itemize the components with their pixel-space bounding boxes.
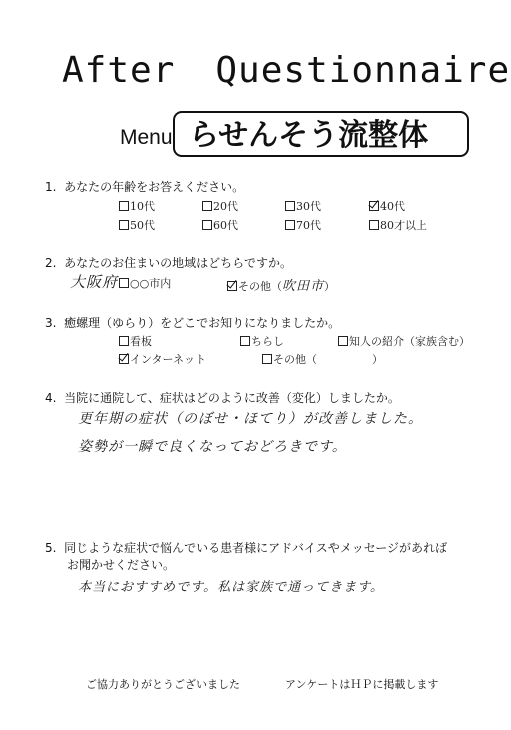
q3-option-internet[interactable]: インターネット [119, 351, 206, 367]
footer-notice: アンケートはＨＰに掲載します [285, 678, 439, 691]
question-5-text-line-2: お聞かせください。 [67, 558, 176, 572]
checkbox[interactable] [202, 201, 212, 211]
q2-other-answer: 吹田市 [282, 279, 325, 294]
question-1 [45, 178, 244, 195]
question-2 [45, 254, 292, 271]
checkbox[interactable] [285, 220, 295, 230]
q3-option-referral[interactable]: 知人の紹介（家族含む） [338, 333, 470, 349]
q1-option-80plus[interactable]: 80才以上 [369, 217, 427, 233]
question-1-number: 1. [45, 180, 57, 194]
question-3-text: 癒螺理（ゆらり）をどこでお知りになりましたか。 [64, 316, 341, 330]
checkbox[interactable] [285, 201, 295, 211]
question-4-number: 4. [45, 391, 57, 405]
checkbox[interactable] [119, 201, 129, 211]
checkbox[interactable] [119, 278, 129, 288]
q1-option-40s[interactable]: 40代 [369, 198, 405, 214]
question-1-text: あなたの年齢をお答えください。 [64, 180, 245, 194]
question-2-number: 2. [45, 256, 57, 270]
checkbox[interactable] [202, 220, 212, 230]
checkbox[interactable] [338, 336, 348, 346]
checkbox-checked[interactable] [369, 201, 379, 211]
checkbox[interactable] [369, 220, 379, 230]
q5-answer: 本当におすすめです。私は家族で通ってきます。 [78, 580, 385, 595]
page-title [62, 50, 510, 91]
q1-option-10s[interactable]: 10代 [119, 198, 155, 214]
q3-option-flyer[interactable]: ちらし [240, 333, 284, 349]
q2-option-city[interactable]: ○○市内 [119, 275, 171, 291]
checkbox-checked[interactable] [227, 281, 237, 291]
title-word-after: After [62, 50, 176, 91]
question-5-number: 5. [45, 541, 57, 555]
q2-option-other[interactable]: その他（吹田市） [227, 275, 335, 294]
q1-option-50s[interactable]: 50代 [119, 217, 155, 233]
question-4-text: 当院に通院して、症状はどのように改善（変化）しましたか。 [64, 391, 400, 405]
q1-option-60s[interactable]: 60代 [202, 217, 238, 233]
question-4 [45, 389, 400, 406]
menu-value-box: らせんそう流整体 [173, 111, 469, 157]
q4-answer-line-1: 更年期の症状（のぼせ・ほてり）が改善しました。 [78, 411, 423, 427]
checkbox[interactable] [262, 354, 272, 364]
question-3-number: 3. [45, 316, 57, 330]
question-2-text: あなたのお住まいの地域はどちらですか。 [64, 256, 292, 270]
menu-label: Menu [120, 126, 173, 149]
q1-option-30s[interactable]: 30代 [285, 198, 321, 214]
question-5-text-line-1: 同じような症状で悩んでいる患者様にアドバイスやメッセージがあれば [64, 541, 448, 555]
q3-option-other[interactable]: その他（ ） [262, 351, 383, 367]
question-5 [45, 539, 447, 556]
q2-handwritten-prefecture: 大阪府 [70, 273, 119, 291]
checkbox[interactable] [240, 336, 250, 346]
question-3 [45, 314, 340, 331]
checkbox[interactable] [119, 220, 129, 230]
checkbox-checked[interactable] [119, 354, 129, 364]
footer-thanks: ご協力ありがとうございました [86, 678, 240, 691]
q4-answer-line-2: 姿勢が一瞬で良くなっておどろきです。 [78, 439, 347, 455]
q1-option-70s[interactable]: 70代 [285, 217, 321, 233]
q3-option-signboard[interactable]: 看板 [119, 333, 152, 349]
title-word-questionnaire: Questionnaire [215, 50, 511, 91]
q1-option-20s[interactable]: 20代 [202, 198, 238, 214]
checkbox[interactable] [119, 336, 129, 346]
